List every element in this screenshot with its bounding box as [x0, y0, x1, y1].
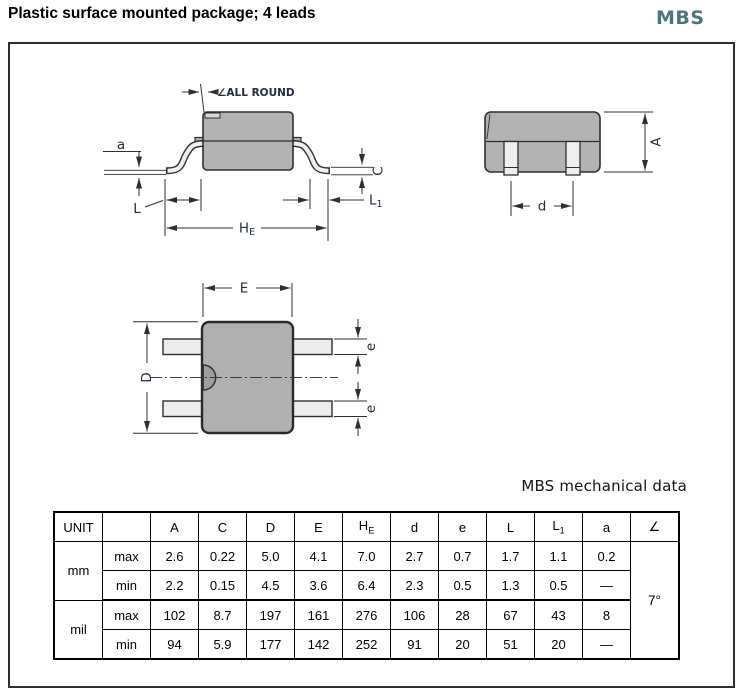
cell-value: 106 [391, 600, 439, 630]
brand-logo: MBS [656, 7, 705, 29]
col-header-blank [103, 512, 151, 542]
lead-right [292, 144, 330, 171]
cell-value: 7.0 [343, 542, 391, 571]
cell-value: 197 [247, 600, 295, 630]
top-lead-right-2 [293, 401, 332, 417]
cell-value: 3.6 [295, 571, 343, 601]
cell-value: 6.4 [343, 571, 391, 601]
end-lead-right [566, 142, 580, 176]
cell-value: 252 [343, 630, 391, 660]
cell-limit: min [103, 571, 151, 601]
cell-value: 8.7 [199, 600, 247, 630]
cell-value: 0.5 [535, 571, 583, 601]
col-header-a: a [583, 512, 631, 542]
cell-value: 177 [247, 630, 295, 660]
cell-value: 0.22 [199, 542, 247, 571]
cell-limit: max [103, 600, 151, 630]
table-row-mil-min [54, 630, 679, 660]
cell-value: 161 [295, 600, 343, 630]
cell-value: 276 [343, 600, 391, 630]
cell-value: 20 [535, 630, 583, 660]
dim-c [331, 148, 387, 194]
cell-value: 4.5 [247, 571, 295, 601]
dim-e-pitch-bottom-label: e [363, 404, 379, 414]
dim-d-spacing-label: d [537, 198, 547, 215]
cell-value: 94 [151, 630, 199, 660]
cell-limit: max [103, 542, 151, 571]
cell-value: 0.15 [199, 571, 247, 601]
end-view-drawing [485, 112, 665, 216]
pin1-corner-notch [205, 113, 220, 118]
all-round-annotation [182, 84, 295, 112]
dim-e-pitch-top [334, 319, 379, 374]
col-header-E: E [295, 512, 343, 542]
cell-value: 2.7 [391, 542, 439, 571]
cell-value: 0.2 [583, 542, 631, 571]
dim-a-height [604, 112, 665, 172]
dim-l1 [283, 193, 383, 211]
col-header-L: L [487, 512, 535, 542]
dim-e-pitch-top-label: e [363, 342, 379, 352]
cell-value: 20 [439, 630, 487, 660]
mechanical-data-table [53, 511, 680, 660]
cell-value: 51 [487, 630, 535, 660]
col-header-e: e [439, 512, 487, 542]
dim-c-label: C [370, 166, 387, 176]
dim-e-width-label: E [239, 280, 249, 297]
cell-value: 1.3 [487, 571, 535, 601]
cell-value: — [583, 571, 631, 601]
col-header-L1: $L_1$ [535, 512, 583, 542]
cell-value: 5.0 [247, 542, 295, 571]
cell-limit: min [103, 630, 151, 660]
page-title: Plastic surface mounted package; 4 leads [8, 5, 316, 22]
side-view-drawing [103, 84, 387, 241]
cell-unit-mm: mm [54, 542, 103, 601]
dim-l1-label: L1 [369, 192, 383, 210]
cell-value: 28 [439, 600, 487, 630]
cell-unit-mil: mil [54, 600, 103, 659]
col-header-unit: UNIT [54, 512, 103, 542]
lead-left [166, 144, 204, 171]
cell-value: 0.7 [439, 542, 487, 571]
cell-value: 102 [151, 600, 199, 630]
top-lead-left-2 [163, 401, 202, 417]
col-header-D: D [247, 512, 295, 542]
cell-value: 43 [535, 600, 583, 630]
top-view-drawing [133, 281, 379, 437]
section-title: MBS mechanical data [521, 477, 687, 495]
table-row-mil-max [54, 600, 679, 630]
cell-value: 91 [391, 630, 439, 660]
dim-d-depth-label: D [139, 372, 155, 383]
dim-he-label: HE [238, 220, 256, 238]
top-lead-left-1 [163, 339, 202, 355]
dim-l-label: L [133, 201, 141, 217]
col-header-d: d [391, 512, 439, 542]
col-header-angle: ∠ [631, 512, 680, 542]
dim-he [167, 221, 327, 239]
cell-value: 4.1 [295, 542, 343, 571]
cell-value: 142 [295, 630, 343, 660]
dim-a-height-label: A [648, 137, 665, 147]
cell-value: 1.7 [487, 542, 535, 571]
cell-value: 5.9 [199, 630, 247, 660]
table-row-mm-min [54, 571, 679, 601]
col-header-A: A [151, 512, 199, 542]
cell-value: 2.2 [151, 571, 199, 601]
cell-value: 0.5 [439, 571, 487, 601]
cell-value: 67 [487, 600, 535, 630]
table-header-row [54, 512, 679, 542]
cell-angle: 7° [631, 542, 680, 660]
top-lead-right-1 [293, 339, 332, 355]
dim-l [133, 200, 199, 217]
dim-e-pitch-bottom [334, 382, 379, 436]
cell-value: 1.1 [535, 542, 583, 571]
cell-value: 8 [583, 600, 631, 630]
cell-value: 2.6 [151, 542, 199, 571]
table-row-mm-max [54, 542, 679, 571]
end-lead-left [504, 142, 518, 176]
dim-d-spacing [511, 181, 573, 216]
cell-value: — [583, 630, 631, 660]
dim-e-width [203, 281, 292, 318]
col-header-HE: $H_E$ [343, 512, 391, 542]
cell-value: 2.3 [391, 571, 439, 601]
all-round-label: ∠ALL ROUND [217, 87, 295, 99]
col-header-C: C [199, 512, 247, 542]
dim-a [103, 137, 166, 196]
dim-a-label: a [116, 137, 126, 153]
